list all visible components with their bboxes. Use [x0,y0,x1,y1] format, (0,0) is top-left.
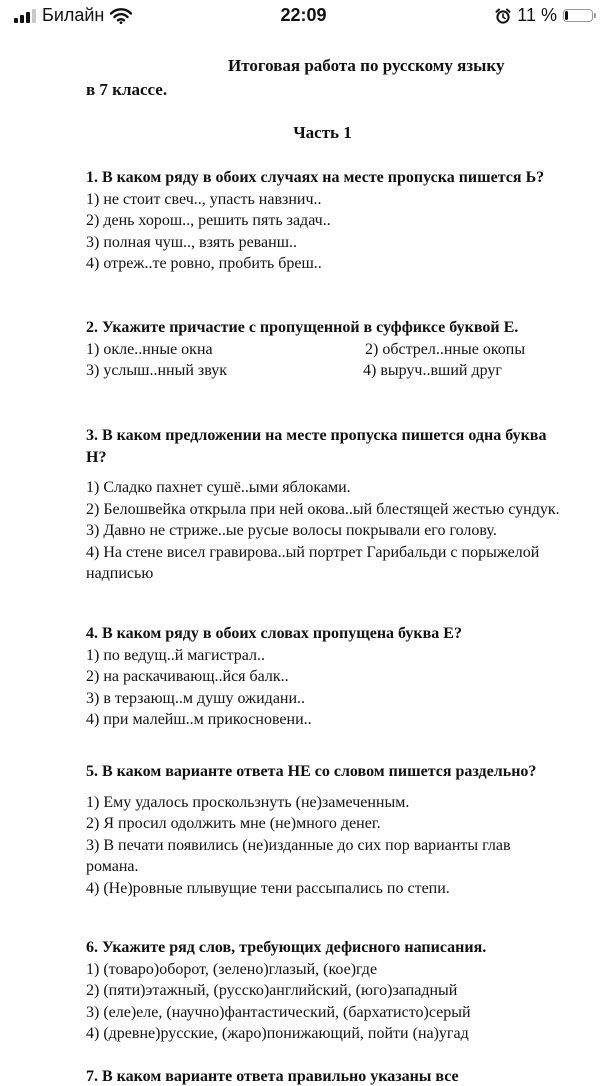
question-5-option-1: 1) Ему удалось проскользнуть (не)замеченным. [86,793,410,811]
question-6-option-2: 2) (пяти)этажный, (русско)английский, (юго)западный [86,982,458,999]
question-5 [86,761,566,899]
question-4-title: 4. В каком ряду в обоих словах пропущена буква Е? [86,625,462,642]
question-4-option-3: 3) в терзающ..м душу ожидани.. [86,689,306,707]
question-2 [86,317,566,382]
question-4-option-1: 1) по ведущ..й магистрал.. [86,646,266,664]
question-2-option-4: 4) выруч..вший друг [363,362,502,379]
question-6-option-1: 1) (товаро)оборот, (зелено)глазый, (кое)где [86,960,378,978]
question-2-option-2: 2) обстрел..нные окопы [365,340,526,358]
part-heading: Часть 1 [293,123,352,142]
question-1-option-1: 1) не стоит свеч.., упасть навзнич.. [86,190,322,208]
question-4 [86,623,566,731]
doc-title-line1: Итоговая работа по русскому языку [228,56,505,75]
question-6-title: 6. Укажите ряд слов, требующих дефисного написания. [86,939,487,956]
question-5-title: 5. В каком варианте ответа НЕ со словом пишется раздельно? [86,763,537,780]
question-6-option-3: 3) (еле)еле, (научно)фантастический, (бархатисто)серый [86,1003,471,1021]
battery-icon [563,9,593,22]
question-2-option-1: 1) окле..нные окна [86,340,213,358]
question-3-title: 3. В каком предложении на месте пропуска пишется одна буква Н? [86,427,547,466]
question-6-option-4: 4) (древне)русские, (жаро)понижающий, пойти (на)угад [86,1025,469,1042]
question-7-title-partial: 7. В каком варианте ответа правильно указаны все [86,1068,459,1085]
battery-percent: 11 % [517,5,557,25]
question-3 [86,425,566,585]
doc-title-line2: в 7 классе. [86,80,168,99]
status-time: 22:09 [280,5,327,25]
question-2-option-3: 3) услыш..нный звук [86,362,228,379]
question-1-option-4: 4) отреж..те ровно, пробить бреш.. [86,255,322,272]
status-bar [0,0,607,34]
question-1-option-3: 3) полная чуш.., взять реванш.. [86,233,298,251]
question-1-title: 1. В каком ряду в обоих случаях на месте пропуска пишется Ь? [86,169,545,186]
question-2-title: 2. Укажите причастие с пропущенной в суффиксе буквой Е. [86,319,519,336]
question-3-option-2: 2) Белошвейка открыла при ней окова..ый блестящей жестью сундук. [86,500,560,518]
question-5-option-3: 3) В печати появились (не)изданные до сих пор варианты глав романа. [86,836,511,875]
question-5-option-2: 2) Я просил одолжить мне (не)много денег. [86,815,381,832]
question-1-option-2: 2) день хорош.., решить пять задач.. [86,212,331,229]
question-1 [86,167,566,275]
question-3-option-3: 3) Давно не стриже..ые русые волосы покрывали его голову. [86,522,497,539]
carrier-name: Билайн [42,5,105,25]
question-6 [86,937,566,1045]
question-5-option-4: 4) (Не)ровные плывущие тени рассыпались по степи. [86,879,450,897]
question-3-option-1: 1) Сладко пахнет сушё..ыми яблоками. [86,479,351,496]
question-3-option-4: 4) На стене висел гравирова..ый портрет Гарибальди с порыжелой надписью [86,543,540,582]
question-4-option-2: 2) на раскачивающ..йся балк.. [86,668,289,685]
alarm-icon [495,8,511,24]
battery-level-fill [565,11,568,20]
question-4-option-4: 4) при малейш..м прикосновени.. [86,711,312,728]
